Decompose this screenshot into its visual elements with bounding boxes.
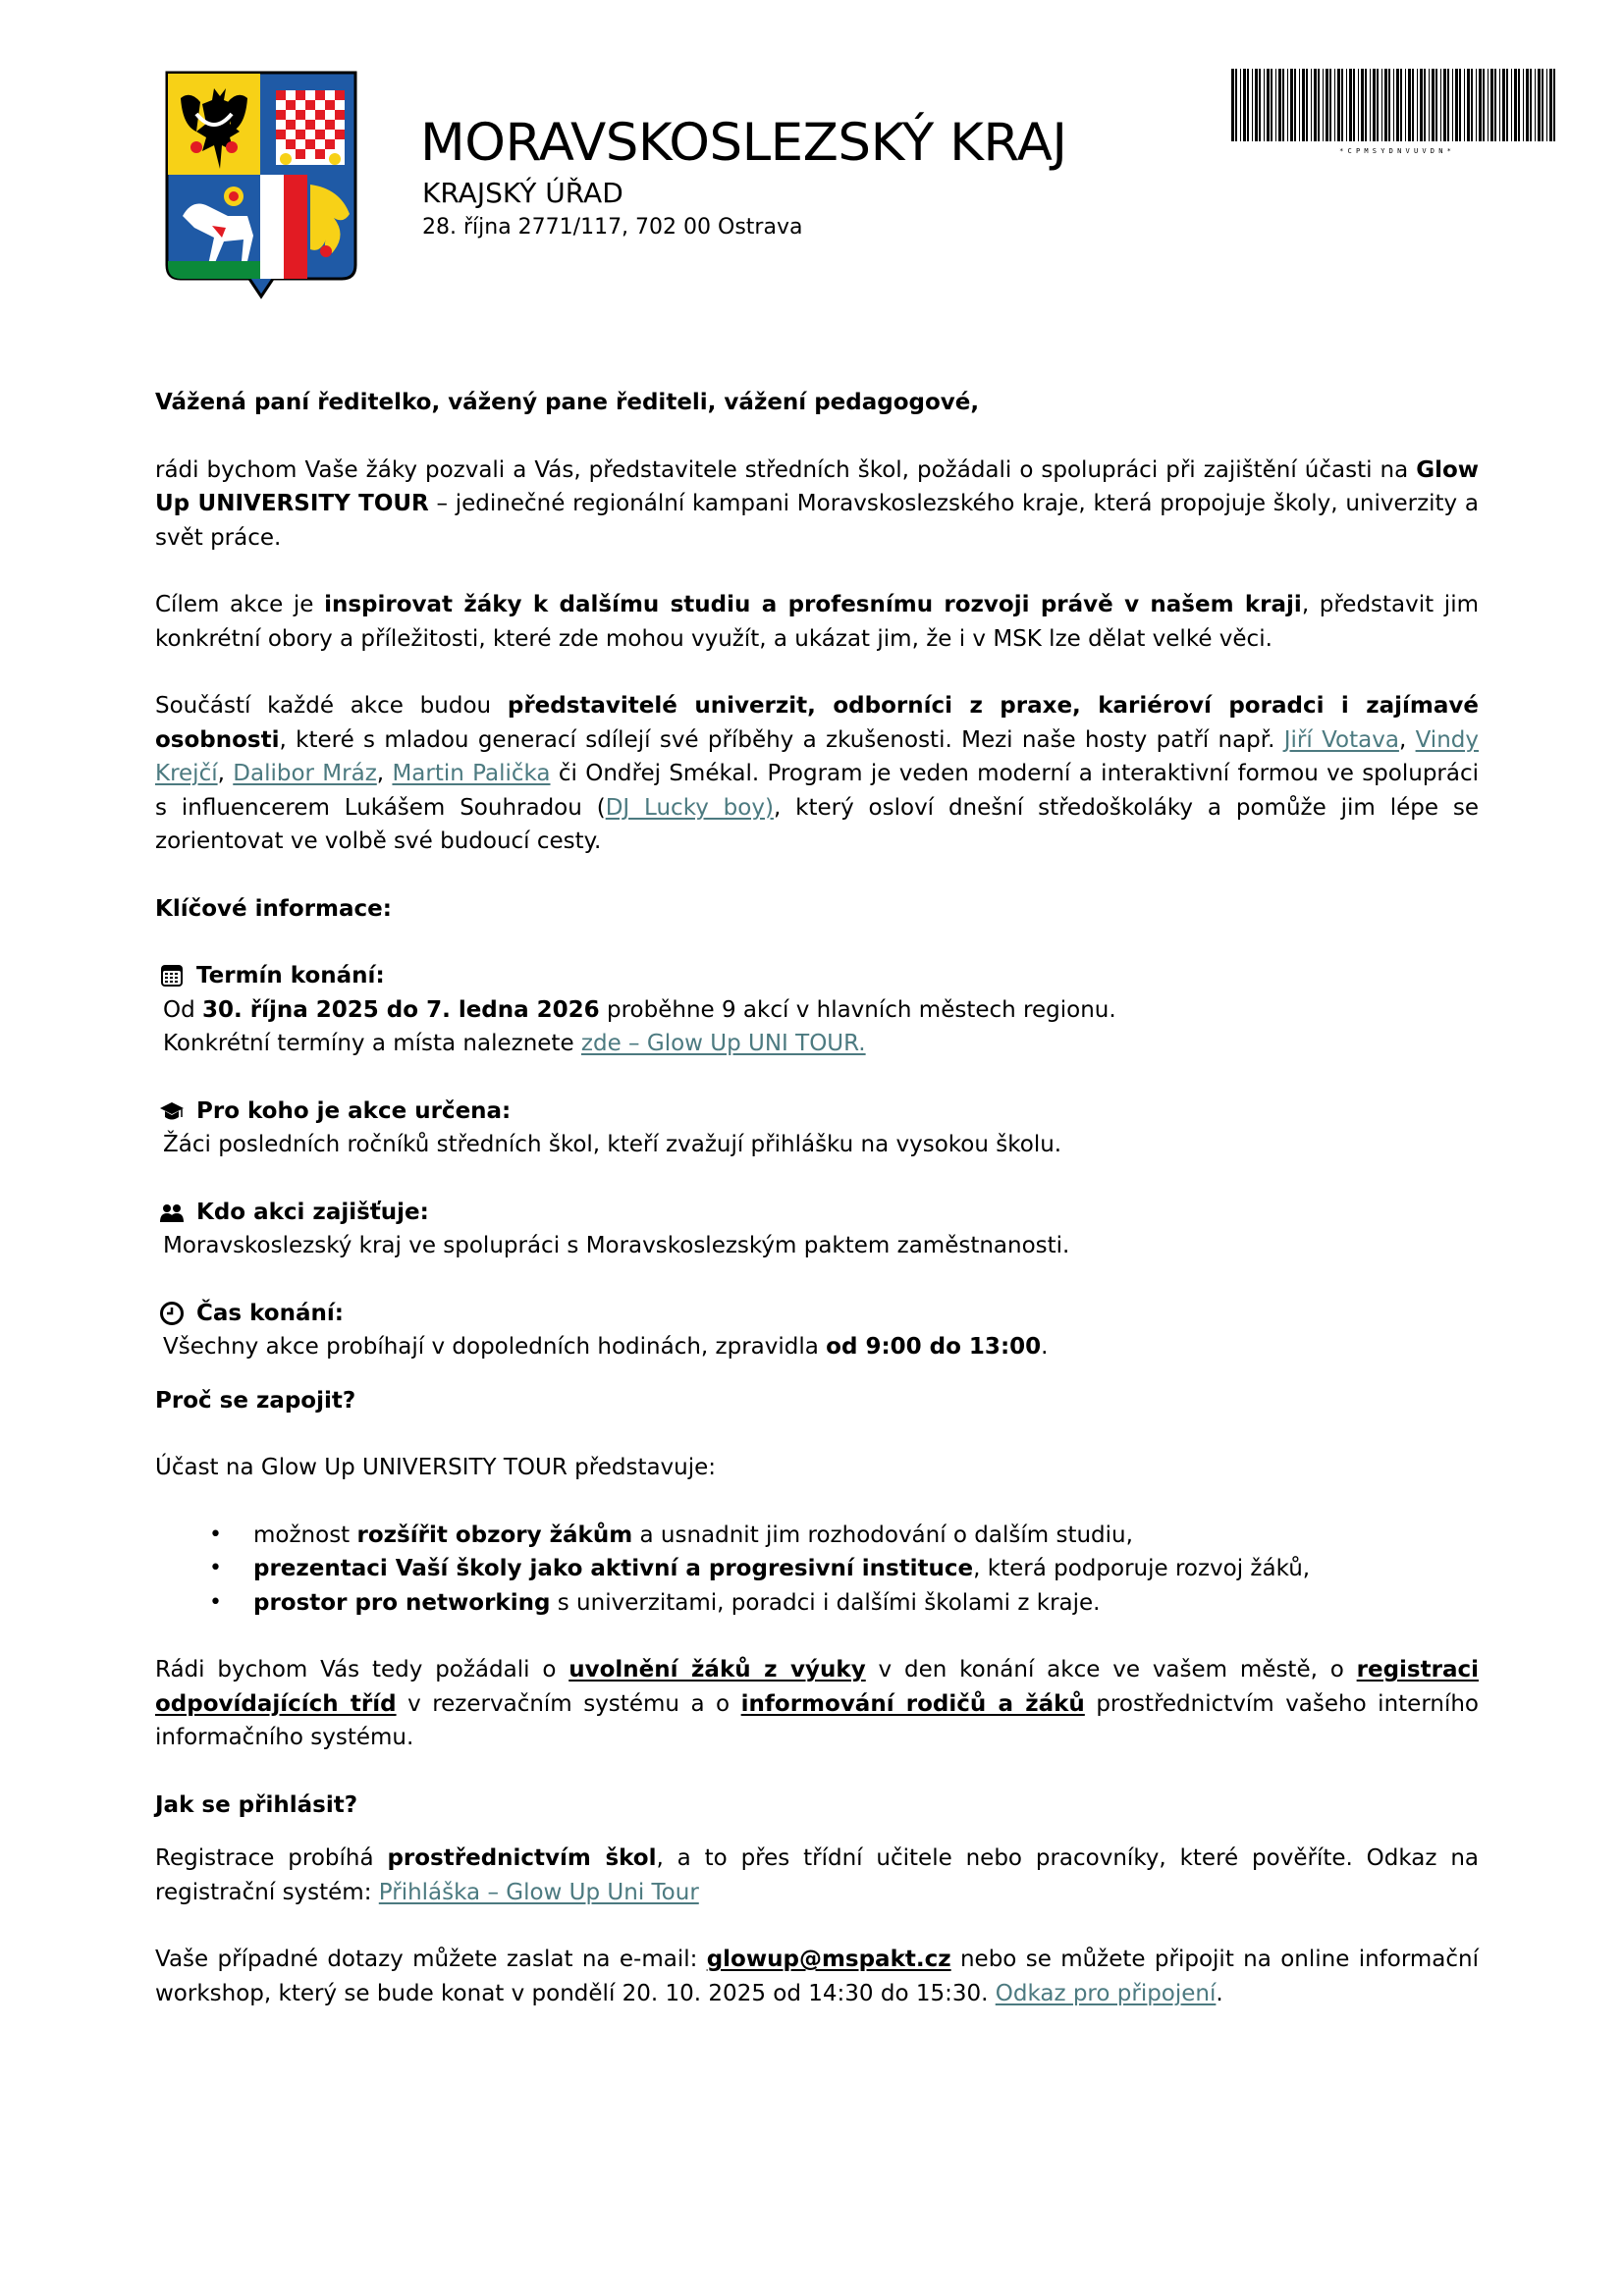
barcode-bar: [1247, 69, 1249, 141]
barcode-bar: [1358, 69, 1359, 141]
barcode-bar: [1299, 69, 1300, 141]
barcode-bar: [1483, 69, 1485, 141]
barcode-bar: [1287, 69, 1288, 141]
list-item: • prostor pro networking s univerzitami, poradci i dalšími školami z kraje.: [155, 1586, 1479, 1621]
barcode-bar: [1432, 69, 1435, 141]
info-item-date: [155, 959, 1479, 1061]
barcode-bar: [1424, 69, 1426, 141]
guest-link-dalibor-mraz[interactable]: Dalibor Mráz: [233, 761, 377, 786]
info-text: Všechny akce probíhají v dopoledních hodinách, zpravidla od 9:00 do 13:00.: [163, 1334, 1049, 1360]
info-title: Čas konání:: [196, 1300, 344, 1326]
organization-address: 28. října 2771/117, 702 00 Ostrava: [422, 215, 803, 240]
barcode-bar: [1494, 69, 1496, 141]
barcode-bar: [1479, 69, 1482, 141]
barcode-bar: [1518, 69, 1520, 141]
info-item-audience: [155, 1095, 1479, 1162]
key-info-heading: Klíčové informace:: [155, 895, 392, 922]
barcode-bar: [1337, 69, 1340, 141]
barcode-bar: [1400, 69, 1402, 141]
barcode-bar: [1546, 69, 1547, 141]
barcode-icon: [1227, 67, 1563, 157]
barcode-bar: [1435, 69, 1437, 141]
barcode-bar: [1526, 69, 1529, 141]
barcode-bar: [1396, 69, 1399, 141]
organization-title: MORAVSKOSLEZSKÝ KRAJ: [420, 113, 1067, 173]
barcode-bar: [1240, 69, 1241, 141]
barcode-bar: [1523, 69, 1524, 141]
how-heading: Jak se přihlásit?: [155, 1791, 358, 1818]
list-item: • prezentaci Vaší školy jako aktivní a progresivní instituce, která podporuje rozvoj žáků,: [155, 1552, 1479, 1586]
barcode-bar: [1231, 69, 1234, 141]
barcode-bar: [1361, 69, 1364, 141]
barcode-bar: [1271, 69, 1272, 141]
barcode-bar: [1252, 69, 1253, 141]
barcode-bar: [1323, 69, 1324, 141]
organization-subtitle: KRAJSKÝ ÚŘAD: [422, 177, 623, 209]
barcode-bar: [1275, 69, 1276, 141]
barcode-bar: [1235, 69, 1237, 141]
barcode-bar: [1381, 69, 1382, 141]
coat-of-arms-icon: [163, 69, 359, 304]
barcode-bar: [1514, 69, 1517, 141]
barcode-bar: [1267, 69, 1270, 141]
info-title: Kdo akci zajišťuje:: [196, 1199, 429, 1225]
people-icon: [159, 1200, 185, 1225]
barcode-bar: [1259, 69, 1261, 141]
barcode-bar: [1443, 69, 1446, 141]
barcode-bar: [1306, 69, 1308, 141]
barcode-bar: [1334, 69, 1335, 141]
barcode-bar: [1511, 69, 1512, 141]
clock-icon: [159, 1301, 185, 1326]
barcode-bar: [1502, 69, 1505, 141]
barcode-bar: [1294, 69, 1296, 141]
info-title: Pro koho je akce určena:: [196, 1097, 512, 1124]
barcode-bar: [1464, 69, 1465, 141]
barcode-bar: [1553, 69, 1555, 141]
guest-link-jiri-votava[interactable]: Jiří Votava: [1283, 726, 1399, 753]
barcode-bar: [1440, 69, 1441, 141]
benefits-list: [155, 1519, 1479, 1621]
how-paragraph: Registrace probíhá prostřednictvím škol, a to přes třídní učitele nebo pracovníky, které pověříte. Odkaz na registrační systém: Přihláška – Glow Up Uni Tour: [155, 1845, 1479, 1905]
guest-link-martin-palicka[interactable]: Martin Palička: [392, 761, 551, 786]
barcode-bar: [1455, 69, 1458, 141]
guest-link-vindy-krejci[interactable]: Vindy Krejčí: [155, 726, 1479, 786]
letter-body: [155, 386, 1479, 2010]
barcode-bar: [1429, 69, 1430, 141]
barcode-bar: [1314, 69, 1317, 141]
barcode-bar: [1393, 69, 1394, 141]
workshop-join-link[interactable]: Odkaz pro připojení: [995, 1980, 1217, 2006]
barcode-bar: [1326, 69, 1328, 141]
barcode-bar: [1447, 69, 1449, 141]
info-text: Moravskoslezský kraj ve spolupráci s Moravskoslezským paktem zaměstnanosti.: [163, 1233, 1070, 1258]
barcode-bar: [1535, 69, 1536, 141]
barcode-bar: [1278, 69, 1281, 141]
barcode-bar: [1384, 69, 1387, 141]
barcode-bar: [1329, 69, 1331, 141]
barcode-bar: [1365, 69, 1367, 141]
info-text: Od 30. října 2025 do 7. ledna 2026 proběhne 9 akcí v hlavních městech regionu. Konkrétní termíny a místa naleznete zde – Glow Up UNI TOUR.: [163, 996, 1116, 1056]
barcode-bar: [1408, 69, 1411, 141]
intro-paragraph-2: Cílem akce je inspirovat žáky k dalšímu studiu a profesnímu rozvoji právě v našem kraji, představit jim konkrétní obory a příležitosti, které zde mohou využít, a ukázat jim, že i v MSK lze dělat velké věci.: [155, 592, 1479, 652]
barcode-bar: [1349, 69, 1352, 141]
barcode-bar: [1459, 69, 1461, 141]
barcode-bar: [1373, 69, 1376, 141]
barcode-bar: [1499, 69, 1500, 141]
barcode-bar: [1370, 69, 1371, 141]
barcode-bar: [1488, 69, 1489, 141]
barcode-bar: [1302, 69, 1305, 141]
calendar-icon: [159, 963, 185, 988]
info-item-time: [155, 1297, 1479, 1364]
contact-paragraph: Vaše případné dotazy můžete zaslat na e-mail: glowup@mspakt.cz nebo se můžete připojit na online informační workshop, který se bude konat v pondělí 20. 10. 2025 od 14:30 do 15:30. Odkaz pro připojení.: [155, 1947, 1479, 2006]
barcode-bar: [1388, 69, 1390, 141]
barcode-bar: [1490, 69, 1493, 141]
info-item-organizer: [155, 1196, 1479, 1263]
why-lead: Účast na Glow Up UNIVERSITY TOUR představuje:: [155, 1455, 717, 1480]
info-title: Termín konání:: [196, 963, 385, 988]
graduation-cap-icon: [159, 1098, 185, 1124]
barcode-bar: [1412, 69, 1414, 141]
greeting: Vážená paní ředitelko, vážený pane řediteli, vážení pedagogové,: [155, 390, 980, 415]
registration-link[interactable]: Přihláška – Glow Up Uni Tour: [378, 1879, 699, 1905]
barcode-bar: [1353, 69, 1355, 141]
barcode-text: * C P M S Y D N V U V D N *: [1339, 147, 1451, 155]
request-paragraph: Rádi bychom Vás tedy požádali o uvolnění žáků z výuky v den konání akce ve vašem městě, o registraci odpovídajících tříd v rezervačním systému a o informování rodičů a žáků prostřednictvím vašeho interního informačního systému.: [155, 1657, 1479, 1750]
barcode-bar: [1377, 69, 1379, 141]
barcode-bar: [1467, 69, 1470, 141]
why-heading: Proč se zapojit?: [155, 1387, 356, 1414]
barcode-bar: [1311, 69, 1312, 141]
barcode-bar: [1530, 69, 1532, 141]
barcode-bar: [1405, 69, 1406, 141]
barcode-bar: [1243, 69, 1246, 141]
barcode-bar: [1452, 69, 1453, 141]
barcode-bar: [1476, 69, 1477, 141]
barcode-bar: [1549, 69, 1552, 141]
list-item: • možnost rozšířit obzory žákům a usnadnit jim rozhodování o dalším studiu,: [155, 1519, 1479, 1553]
barcode-bar: [1255, 69, 1258, 141]
barcode-bar: [1542, 69, 1543, 141]
info-text: Žáci posledních ročníků středních škol, kteří zvažují přihlášku na vysokou školu.: [163, 1132, 1062, 1157]
guest-link-dj-lucky-boy[interactable]: DJ Lucky boy): [605, 794, 774, 821]
barcode-bar: [1341, 69, 1343, 141]
barcode-bar: [1318, 69, 1320, 141]
intro-paragraph-1: rádi bychom Vaše žáky pozvali a Vás, představitele středních škol, požádali o spolupráci při zajištění účasti na Glow Up UNIVERSITY TOUR – jedinečné regionální kampani Moravskoslezského kraje, která propojuje školy, univerzity a svět práce.: [155, 456, 1479, 551]
barcode-bar: [1538, 69, 1541, 141]
barcode-bar: [1282, 69, 1284, 141]
intro-paragraph-3: Součástí každé akce budou představitelé univerzit, odborníci z praxe, kariéroví poradci i zajímavé osobnosti, které s mladou generací sdílejí své příběhy a zkušenosti. Mezi naše hosty patří např. Jiří Votava, Vindy Krejčí, Dalibor Mráz, Martin Palička či Ondřej Smékal. Program je veden moderní a interaktivní formou ve spolupráci s influencerem Lukášem Souhradou (DJ Lucky boy), který osloví dnešní středoškoláky a pomůže jim lépe se zorientovat ve volbě své budoucí cesty.: [155, 693, 1480, 854]
barcode-bar: [1264, 69, 1265, 141]
barcode-bar: [1346, 69, 1347, 141]
barcode-bar: [1417, 69, 1418, 141]
barcode-bar: [1290, 69, 1293, 141]
email-link[interactable]: glowup@mspakt.cz: [706, 1947, 951, 1972]
campaign-name: Glow Up UNIVERSITY TOUR: [155, 456, 1479, 516]
barcode-bar: [1420, 69, 1423, 141]
barcode-bar: [1506, 69, 1508, 141]
tour-schedule-link[interactable]: zde – Glow Up UNI TOUR.: [580, 1031, 866, 1056]
barcode-bar: [1471, 69, 1473, 141]
